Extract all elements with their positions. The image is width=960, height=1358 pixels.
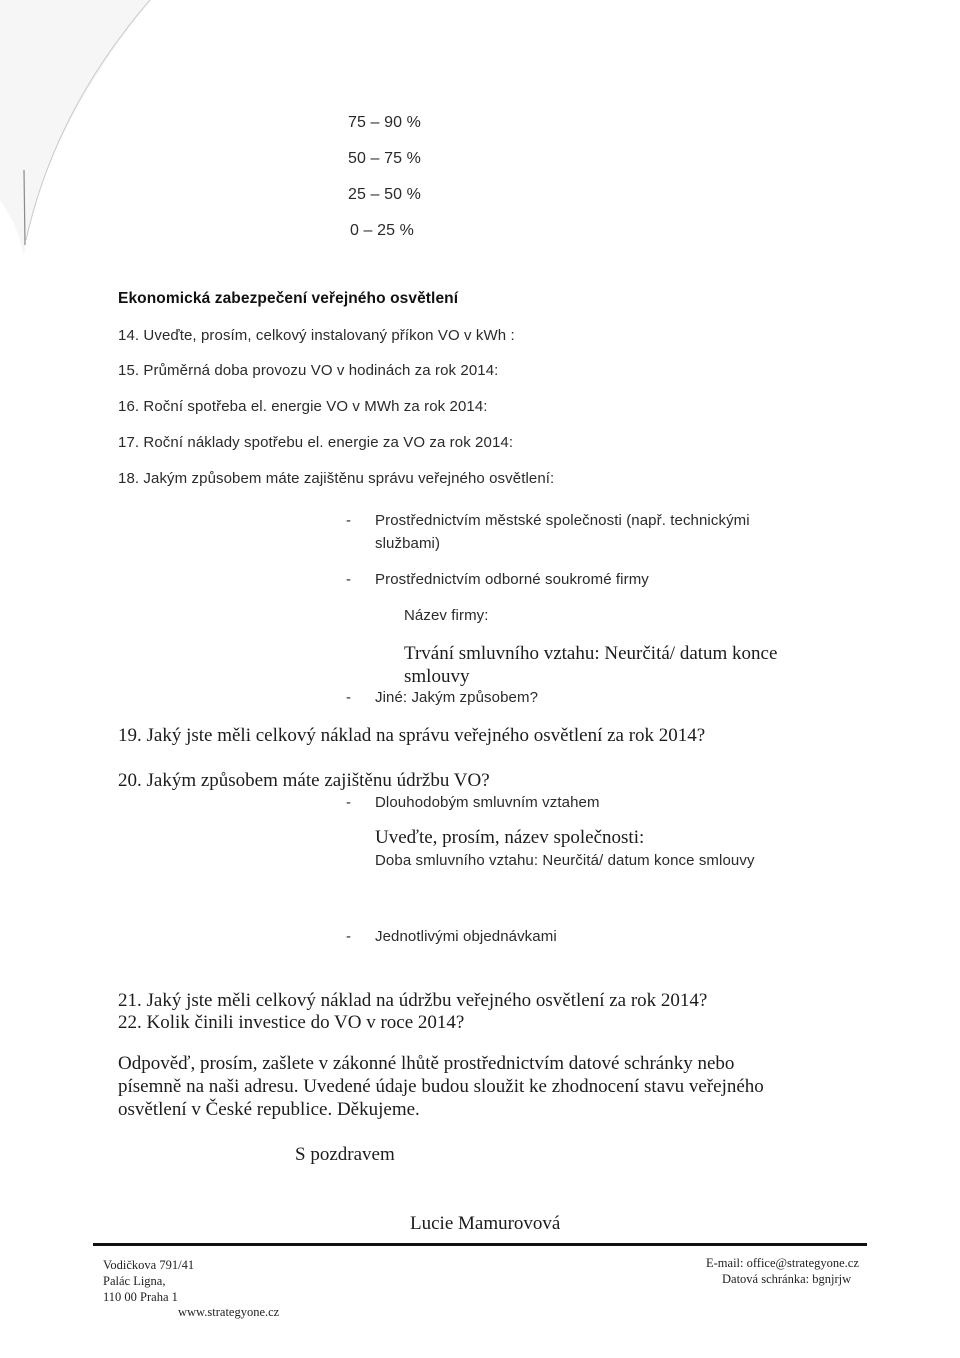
contract-duration-label: Trvání smluvního vztahu: Neurčitá/ datum konce bbox=[404, 643, 778, 664]
footer-city: 110 00 Praha 1 bbox=[103, 1290, 178, 1304]
percent-option-0-25: 0 – 25 % bbox=[350, 222, 414, 239]
question-17: 17. Roční náklady spotřebu el. energie za VO za rok 2014: bbox=[118, 434, 514, 451]
question-20: 20. Jakým způsobem máte zajištěnu údržbu VO? bbox=[118, 770, 490, 791]
q18-option-municipal: Prostřednictvím městské společnosti (např. technickými bbox=[375, 512, 750, 529]
q20-option-individual-orders: Jednotlivými objednávkami bbox=[375, 928, 557, 945]
signature-name: Lucie Mamurovová bbox=[410, 1213, 561, 1234]
greeting: S pozdravem bbox=[295, 1144, 395, 1165]
q18-option-other: Jiné: Jakým způsobem? bbox=[375, 689, 539, 706]
q20-dash-2: - bbox=[346, 928, 352, 945]
firm-name-label: Název firmy: bbox=[404, 607, 489, 624]
q18-dash-3: - bbox=[346, 689, 352, 706]
question-15: 15. Průměrná doba provozu VO v hodinách za rok 2014: bbox=[118, 362, 499, 379]
q18-option-municipal-cont: službami) bbox=[375, 535, 441, 552]
closing-line-2: písemně na naši adresu. Uvedené údaje budou sloužit ke zhodnocení stavu veřejného bbox=[118, 1076, 764, 1097]
footer-divider bbox=[93, 1243, 867, 1246]
q18-dash-2: - bbox=[346, 571, 352, 588]
section-heading: Ekonomická zabezpečení veřejného osvětlení bbox=[118, 290, 459, 307]
percent-option-25-50: 25 – 50 % bbox=[348, 186, 421, 203]
q18-dash-1: - bbox=[346, 512, 352, 529]
footer-building: Palác Ligna, bbox=[103, 1274, 166, 1288]
footer-website-link[interactable]: www.strategyone.cz bbox=[178, 1305, 280, 1319]
percent-option-50-75: 50 – 75 % bbox=[348, 150, 421, 167]
question-19: 19. Jaký jste měli celkový náklad na správu veřejného osvětlení za rok 2014? bbox=[118, 725, 706, 746]
closing-line-1: Odpověď, prosím, zašlete v zákonné lhůtě prostřednictvím datové schránky nebo bbox=[118, 1053, 735, 1074]
contract-duration-label-cont: smlouvy bbox=[404, 666, 470, 687]
footer-databox: Datová schránka: bgnjrjw bbox=[722, 1272, 852, 1286]
question-22: 22. Kolik činili investice do VO v roce 2014? bbox=[118, 1012, 465, 1033]
q18-option-private-firm: Prostřednictvím odborné soukromé firmy bbox=[375, 571, 649, 588]
q20-dash-1: - bbox=[346, 794, 352, 811]
question-21: 21. Jaký jste měli celkový náklad na údržbu veřejného osvětlení za rok 2014? bbox=[118, 990, 708, 1011]
scan-edge-mark bbox=[0, 0, 160, 260]
footer-street: Vodičkova 791/41 bbox=[103, 1258, 195, 1272]
closing-line-3: osvětlení v České republice. Děkujeme. bbox=[118, 1099, 420, 1120]
footer-email-link[interactable]: E-mail: office@strategyone.cz bbox=[706, 1256, 859, 1270]
question-16: 16. Roční spotřeba el. energie VO v MWh za rok 2014: bbox=[118, 398, 488, 415]
q20-option-long-term: Dlouhodobým smluvním vztahem bbox=[375, 794, 600, 811]
question-14: 14. Uveďte, prosím, celkový instalovaný příkon VO v kWh : bbox=[118, 327, 515, 344]
company-name-label: Uveďte, prosím, název společnosti: bbox=[375, 827, 645, 848]
contract-period-label: Doba smluvního vztahu: Neurčitá/ datum konce smlouvy bbox=[375, 852, 755, 869]
question-18: 18. Jakým způsobem máte zajištěnu správu veřejného osvětlení: bbox=[118, 470, 555, 487]
percent-option-75-90: 75 – 90 % bbox=[348, 114, 421, 131]
